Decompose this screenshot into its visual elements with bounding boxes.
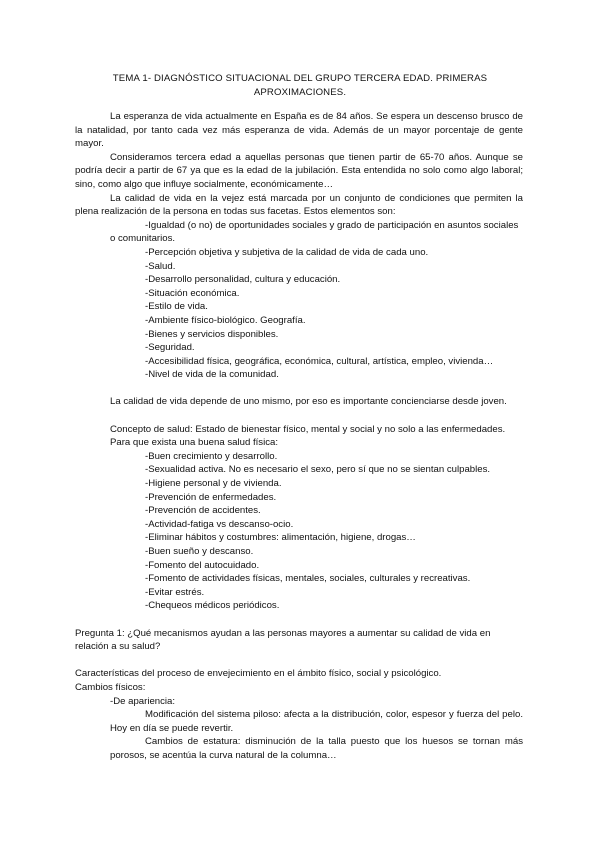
salud-item: -Buen crecimiento y desarrollo.: [145, 450, 278, 462]
heading-cambios-fisicos: Cambios físicos:: [75, 681, 146, 693]
paragraph-depende: La calidad de vida depende de uno mismo, por eso es importante concienciarse desde joven.: [110, 396, 507, 408]
calidad-item: -Accesibilidad física, geográfica, económica, cultural, artística, empleo, vivienda…: [145, 355, 494, 367]
calidad-item: -Desarrollo personalidad, cultura y educación.: [145, 274, 341, 286]
calidad-item: -Seguridad.: [145, 342, 195, 354]
paragraph-tercera-edad: Consideramos tercera edad a aquellas personas que tienen partir de 65-70 años. Aunque se podría decir a partir de 67 ya que es la edad de la jubilación. Esta entendida no solo como algo laboral; sino, como algo que influye socialmente, económicamente…: [75, 151, 523, 190]
calidad-item: -Percepción objetiva y subjetiva de la calidad de vida de cada uno.: [145, 246, 429, 258]
paragraph-caracteristicas: Características del proceso de envejecimiento en el ámbito físico, social y psicológico.: [75, 668, 442, 680]
salud-item: -Higiene personal y de vivienda.: [145, 478, 282, 490]
paragraph-piloso: Modificación del sistema piloso: afecta a la distribución, color, espesor y fuerza del pelo. Hoy en día se puede revertir.: [110, 709, 523, 734]
calidad-item: -Salud.: [145, 260, 176, 272]
calidad-list: [75, 246, 523, 382]
calidad-item: -Nivel de vida de la comunidad.: [145, 369, 279, 381]
salud-item: -Prevención de enfermedades.: [145, 491, 277, 503]
salud-item: -Evitar estrés.: [145, 586, 205, 598]
page-title: TEMA 1- DIAGNÓSTICO SITUACIONAL DEL GRUPO TERCERA EDAD. PRIMERAS APROXIMACIONES.: [112, 73, 488, 98]
salud-item: -Sexualidad activa. No es necesario el sexo, pero sí que no se sientan culpables.: [145, 464, 491, 476]
paragraph-salud-concepto: Concepto de salud: Estado de bienestar físico, mental y social y no solo a las enfermedades.: [110, 423, 506, 435]
calidad-item: -Ambiente físico-biológico. Geografía.: [145, 314, 306, 326]
paragraph-calidad-vejez: La calidad de vida en la vejez está marcada por un conjunto de condiciones que permiten la plena realización de la persona en todas sus facetas. Estos elementos son:: [75, 192, 523, 218]
subheading-apariencia: -De apariencia:: [110, 695, 176, 707]
salud-item: -Fomento del autocuidado.: [145, 559, 260, 571]
paragraph-esperanza: La esperanza de vida actualmente en España es de 84 años. Se espera un descenso brusco de la natalidad, por tanto cada vez más esperanza de vida. Además de un mayor porcentaje de gente mayor.: [75, 111, 523, 150]
calidad-item: -Situación económica.: [145, 287, 240, 299]
calidad-item-first: -Igualdad (o no) de oportunidades sociales y grado de participación en asuntos sociales o comunitarios.: [110, 219, 519, 245]
salud-item: -Buen sueño y descanso.: [145, 546, 254, 557]
paragraph-pregunta: Pregunta 1: ¿Qué mecanismos ayudan a las personas mayores a aumentar su calidad de vida en relación a su salud?: [75, 627, 491, 653]
paragraph-estatura: Cambios de estatura: disminución de la talla puesto que los huesos se tornan más porosos, se acentúa la curva natural de la columna…: [110, 736, 523, 761]
salud-item: -Prevención de accidentes.: [145, 505, 261, 517]
document-body: [75, 110, 523, 763]
salud-item: -Chequeos médicos periódicos.: [145, 600, 280, 612]
calidad-item: -Estilo de vida.: [145, 301, 208, 313]
calidad-item: -Bienes y servicios disponibles.: [145, 328, 279, 340]
salud-list: [75, 450, 523, 613]
paragraph-salud-fisica: Para que exista una buena salud física:: [110, 437, 279, 449]
salud-item: -Eliminar hábitos y costumbres: alimentación, higiene, drogas…: [145, 532, 416, 544]
salud-item: -Actividad-fatiga vs descanso-ocio.: [145, 518, 294, 530]
salud-item: -Fomento de actividades físicas, mentales, sociales, culturales y recreativas.: [145, 573, 471, 585]
